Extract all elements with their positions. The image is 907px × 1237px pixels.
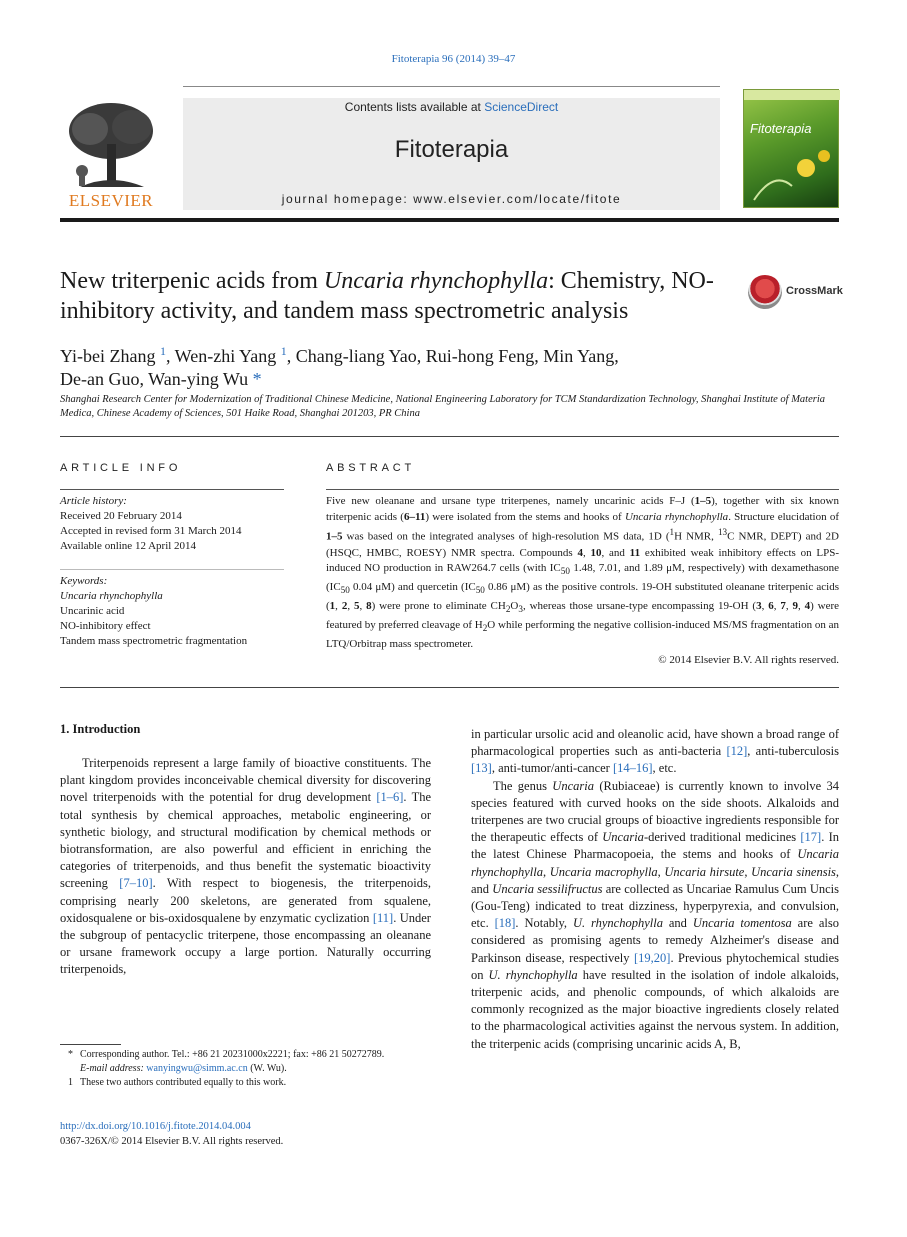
title-part: New triterpenic acids from — [60, 268, 324, 294]
title-part: : Chemistry, NO-inhibitory activity, and tandem mass spectrometric analysis — [60, 268, 714, 324]
keyword: Uncarinic acid — [60, 605, 125, 617]
divider — [60, 687, 839, 688]
crossmark-badge[interactable] — [748, 275, 843, 309]
article-info-heading: ARTICLE INFO — [60, 462, 182, 474]
citation-link[interactable]: [13] — [471, 761, 492, 776]
footnote-equal — [60, 1076, 440, 1090]
footnote-corresponding — [60, 1048, 440, 1062]
author-list — [60, 340, 760, 391]
email-label: E-mail address: — [80, 1063, 144, 1074]
divider — [326, 489, 839, 490]
citation-link[interactable]: [11] — [372, 910, 394, 925]
keywords-label: Keywords: — [60, 575, 108, 587]
author — [426, 346, 544, 366]
sciencedirect-link[interactable]: ScienceDirect — [484, 100, 559, 114]
journal-reference-link[interactable]: Fitoterapia 96 (2014) 39–47 — [391, 53, 516, 65]
elsevier-wordmark: ELSEVIER — [68, 191, 154, 210]
journal-name: Fitoterapia — [394, 136, 509, 163]
citation-link[interactable]: [14–16] — [612, 761, 653, 776]
corresponding-author-mark[interactable]: * — [252, 369, 262, 389]
article-history — [60, 494, 300, 554]
masthead-rule — [60, 218, 839, 222]
crossmark-label: CrossMark — [786, 285, 843, 297]
keyword: NO-inhibitory effect — [60, 620, 151, 632]
keywords — [60, 574, 300, 649]
affiliation: Shanghai Research Center for Modernization of Traditional Chinese Medicine, National Engineering Laboratory for TCM Standardization Technology, Shanghai Institute of Materia Medica, Chinese Academy of Sciences, 501 Haike Road, Shanghai 201203, PR China — [60, 394, 826, 419]
footnote-rule — [60, 1044, 121, 1045]
cover-title: Fitoterapia — [750, 121, 812, 136]
keyword: Uncaria rhynchophylla — [60, 590, 163, 602]
author-sep: , — [416, 346, 426, 366]
history-item: Received 20 February 2014 — [60, 510, 182, 522]
author — [175, 346, 296, 366]
citation-link[interactable]: [12] — [726, 744, 748, 759]
crossmark-icon — [748, 275, 782, 309]
author-name: Rui-hong Feng — [425, 346, 535, 366]
abstract-heading: ABSTRACT — [326, 462, 416, 474]
author-name: De-an Guo — [60, 369, 140, 389]
author — [148, 369, 261, 389]
journal-cover-thumbnail[interactable] — [743, 89, 839, 208]
footnote-email — [60, 1062, 440, 1076]
footnote-text: Corresponding author. Tel.: +86 21 20231000x2221; fax: +86 21 50272789. — [80, 1049, 385, 1060]
divider — [60, 436, 839, 437]
intro-paragraph-continued: in particular ursolic acid and oleanolic acid, have shown a broad range of pharmacological properties such as anti-bacteria [12], anti-tuberculosis [13], anti-tumor/anti-cancer [14–16], etc. The genus Uncaria (Rubiaceae) is currently known to involve 34 species featured with curved hooks on the side shoots. Alkaloids and triterpenes are two crucial groups of bioactive ingredients responsible for the therapeutic effects of Uncaria-derived traditional medicines [17]. In the latest Chinese Pharmacopoeia, the stems and hooks of Uncaria rhynchophylla, Uncaria macrophylla, Uncaria hirsute, Uncaria sinensis, and Uncaria sessilifructus are collected as Uncariae Ramulus Cum Uncis (Gou-Teng) indicated to treat dizziness, hyperpyrexia, and convulsion, etc. [18]. Notably, U. rhynchophylla and Uncaria tomentosa are also considered as promising agents to remedy Alzheimer's disease and Parkinson disease, respectively [19,20]. Previous phytochemical studies on U. rhynchophylla have resulted in the isolation of indole alkaloids, triterpenic acids, and phenolic compounds, of which alkaloids are commonly recognized as the major bioactive ingredients closely related to the pharmacological activities against the nervous system. In addition, the triterpenic acids (comprising uncarinic acids A, B, — [471, 727, 840, 1051]
title-species: Uncaria rhynchophylla — [323, 268, 549, 294]
author — [296, 346, 426, 366]
author-name: Yi-bei Zhang — [60, 346, 156, 366]
keyword: Tandem mass spectrometric fragmentation — [60, 635, 248, 647]
divider — [60, 489, 284, 490]
author-sep: , — [614, 346, 619, 366]
author-sep: , — [534, 346, 544, 366]
footnote-mark: 1 — [68, 1077, 73, 1088]
divider — [60, 569, 284, 570]
contents-line — [183, 100, 720, 114]
footnotes — [60, 1048, 440, 1090]
footnote-text: These two authors contributed equally to this work. — [80, 1077, 287, 1088]
abstract-text: Five new oleanane and ursane type triterpenes, namely uncarinic acids F–J (1–5), together with six known triterpenic acids (6–11) were isolated from the stems and hooks of Uncaria rhynchophylla. Structure elucidation of 1–5 was based on the integrated analyses of high-resolution MS data, 1D ($^1$H NMR, $^{13}$C NMR, DEPT) and 2D (HSQC, HMBC, ROESY) NMR spectra. Compounds 4, 10, and 11 exhibited weak inhibitory effects on LPS-induced NO production in RAW264.7 cells (with $IC_{50}$ 1.48, 7.01, and 1.89 μM, respectively) with dexamethasone ($IC_{50}$ 0.04 μM) and quercetin ($IC_{50}$ 0.86 μM) as the positive controls. 19-OH substituted oleanane triterpenic acids (1, 2, 5, 8) were prone to eliminate $CH_2O_3$, whereas those ursane-type encompassing 19-OH (3, 6, 7, 9, 4) were featured by preferred cleavage of $H_2O$ while performing the negative collision-induced MS/MS fragmentation on an LTQ/Orbitrap mass spectrometer. — [326, 495, 840, 651]
footnote-mark: * — [68, 1049, 73, 1060]
issn-line: 0367-326X/© 2014 Elsevier B.V. All rights reserved. — [60, 1136, 284, 1147]
author-sep: , — [165, 346, 175, 366]
citation-link[interactable]: [19,20] — [633, 950, 671, 965]
citation-link[interactable]: [7–10] — [119, 876, 153, 891]
citation-link[interactable]: [17] — [800, 830, 822, 845]
journal-masthead — [183, 98, 720, 210]
email-link[interactable]: wanyingwu@simm.ac.cn — [146, 1063, 248, 1074]
article-title — [60, 266, 720, 326]
copyright: © 2014 Elsevier B.V. All rights reserved. — [658, 654, 839, 666]
citation-link[interactable]: [1–6] — [376, 790, 404, 805]
author-sep: , — [139, 369, 149, 389]
email-suffix: (W. Wu). — [247, 1063, 287, 1074]
intro-paragraph: Triterpenoids represent a large family of bioactive constituents. The plant kingdom provides inconceivable chemical diversity for discovering novel triterpenoids with the potential for drug development [1–6]. The total synthesis by chemical approaches, metabolic engineering, or synthetic biology, and structural modification by chemical methods or biotransformation, are also powerful and efficient in enriching the categories of triterpenoids, and thus benefit the systematic bioactivity screening [7–10]. With respect to biogenesis, the triterpenoids, comprising nearly 200 skeletons, are generated from squalene, oxidosqualene or bis-oxidosqualene by enzymatic cyclization [11]. Under the subgroup of pentacyclic triterpene, those encompassing an oleanane or ursane framework occupy a large portion. Naturally occurring triterpenoids, — [60, 756, 431, 977]
section-heading: 1. Introduction — [60, 722, 141, 736]
author-name: Wen-zhi Yang — [174, 346, 277, 366]
history-label: Article history: — [60, 495, 127, 507]
author — [60, 369, 148, 389]
author-name: Wan-ying Wu — [148, 369, 249, 389]
citation-link[interactable]: [18] — [494, 916, 516, 931]
contents-prefix: Contents lists available at — [344, 100, 485, 114]
author-name: Chang-liang Yao — [295, 346, 417, 366]
history-item: Available online 12 April 2014 — [60, 540, 197, 552]
author-name: Min Yang — [543, 346, 615, 366]
author-mark[interactable]: 1 — [159, 344, 166, 358]
author-sep: , — [286, 346, 296, 366]
doi-link[interactable]: http://dx.doi.org/10.1016/j.fitote.2014.04.004 — [60, 1121, 251, 1132]
journal-homepage[interactable]: journal homepage: www.elsevier.com/locate/fitote — [281, 192, 622, 206]
history-item: Accepted in revised form 31 March 2014 — [60, 525, 242, 537]
tree-icon — [60, 99, 162, 191]
author-mark[interactable]: 1 — [280, 344, 287, 358]
header-rule — [183, 86, 720, 87]
flower-icon — [744, 90, 840, 209]
elsevier-logo — [60, 99, 162, 211]
author — [60, 346, 175, 366]
author — [543, 346, 619, 366]
